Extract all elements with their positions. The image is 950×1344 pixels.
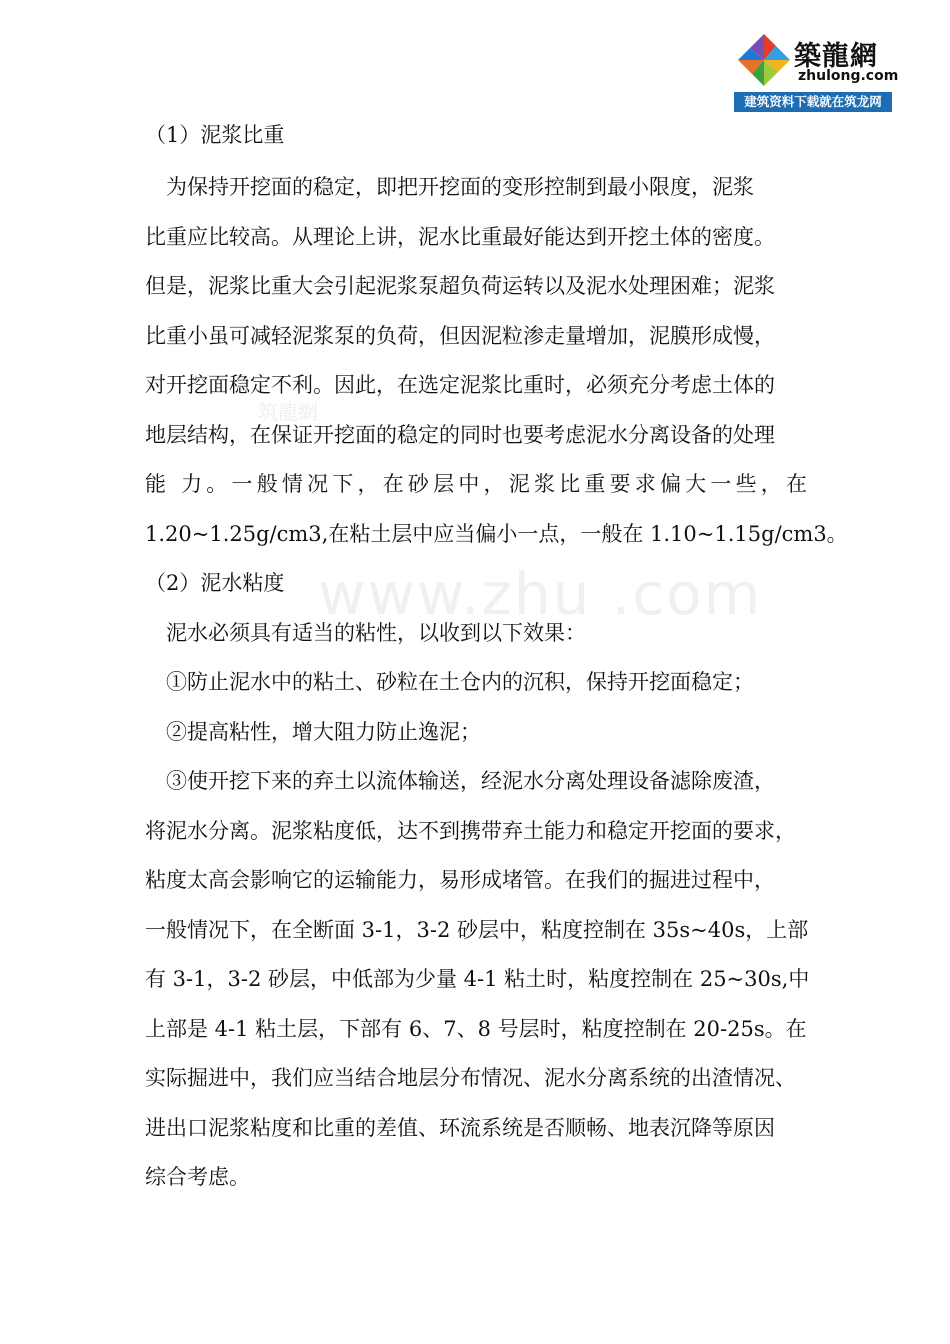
paragraph-line: 一般情况下，在全断面 3-1，3-2 砂层中，粘度控制在 35s~40s，上部	[145, 918, 809, 942]
logo-name-cn: 築龍網	[794, 41, 878, 72]
paragraph-line: 进出口泥浆粘度和比重的差值、环流系统是否顺畅、地表沉降等原因	[145, 1116, 775, 1140]
paragraph-line: 比重应比较高。从理论上讲，泥水比重最好能达到开挖土体的密度。	[145, 225, 775, 249]
paragraph-line: 地层结构，在保证开挖面的稳定的同时也要考虑泥水分离设备的处理	[145, 423, 775, 447]
pinwheel-logo-icon	[736, 32, 792, 88]
paragraph-line: 粘度太高会影响它的运输能力，易形成堵管。在我们的掘进过程中，	[145, 868, 775, 892]
list-item: ③使开挖下来的弃土以流体输送，经泥水分离处理设备滤除废渣，	[166, 769, 775, 793]
paragraph-line: 将泥水分离。泥浆粘度低，达不到携带弃土能力和稳定开挖面的要求，	[145, 819, 796, 843]
paragraph-line: 上部是 4-1 粘土层，下部有 6、7、8 号层时，粘度控制在 20-25s。在	[145, 1017, 807, 1041]
paragraph-line: 1.20~1.25g/cm3,在粘土层中应当偏小一点，一般在 1.10~1.15g/cm3。	[145, 522, 848, 546]
logo-name-en: zhulong.com	[798, 68, 899, 84]
watermark-small: 筑龍網	[258, 400, 318, 424]
paragraph-line: 综合考虑。	[145, 1165, 250, 1189]
paragraph-line: 为保持开挖面的稳定，即把开挖面的变形控制到最小限度，泥浆	[166, 175, 754, 199]
list-item: ②提高粘性，增大阻力防止逸泥；	[166, 720, 481, 744]
list-item: ①防止泥水中的粘土、砂粒在土仓内的沉积，保持开挖面稳定；	[166, 670, 754, 694]
paragraph-line: 有 3-1，3-2 砂层，中低部为少量 4-1 粘土时，粘度控制在 25~30s,中	[145, 967, 810, 991]
watermark-url: www.zhu .com	[318, 560, 763, 628]
zhulong-logo	[734, 28, 899, 112]
section-heading-density: （1）泥浆比重	[145, 123, 285, 147]
paragraph-line: 比重小虽可减轻泥浆泵的负荷，但因泥粒渗走量增加，泥膜形成慢，	[145, 324, 775, 348]
paragraph-line: 但是，泥浆比重大会引起泥浆泵超负荷运转以及泥水处理困难；泥浆	[145, 274, 775, 298]
logo-slogan: 建筑资料下载就在筑龙网	[734, 92, 892, 112]
paragraph-line: 能 力。一般情况下，在砂层中，泥浆比重要求偏大一些，在	[145, 472, 807, 496]
paragraph-line: 对开挖面稳定不利。因此，在选定泥浆比重时，必须充分考虑土体的	[145, 373, 775, 397]
section-heading-viscosity: （2）泥水粘度	[145, 571, 285, 595]
paragraph-line: 实际掘进中，我们应当结合地层分布情况、泥水分离系统的出渣情况、	[145, 1066, 796, 1090]
paragraph-line: 泥水必须具有适当的粘性，以收到以下效果：	[166, 621, 586, 645]
